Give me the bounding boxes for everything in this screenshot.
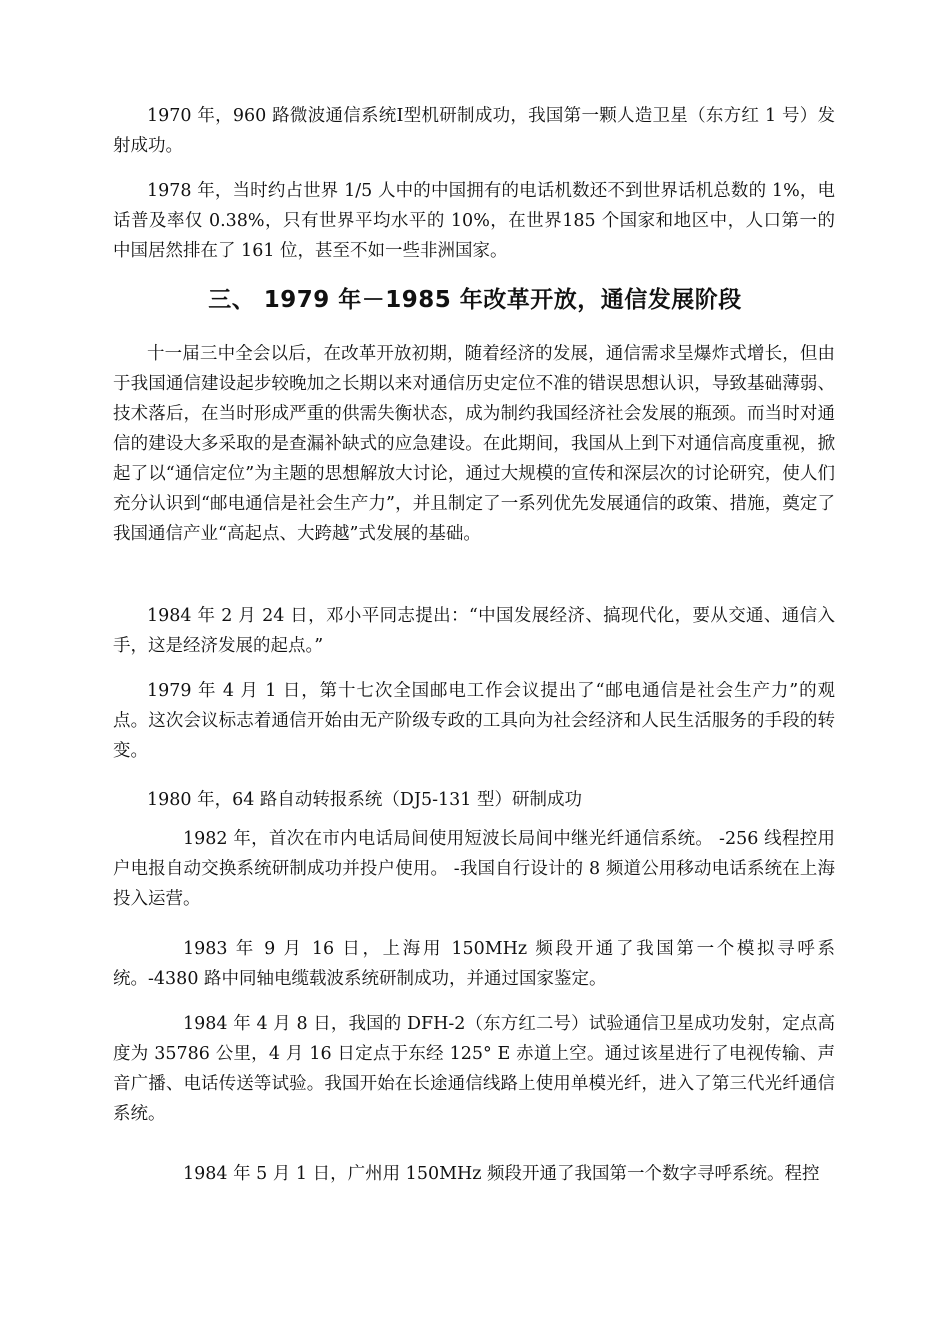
section-heading: 三、 1979 年－1985 年改革开放，通信发展阶段 xyxy=(208,287,742,313)
paragraph-1982-fiber: 1982 年，首次在市内电话局间使用短波长局间中继光纤通信系统。 -256 线程控用户电报自动交换系统研制成功并投户使用。 -我国自行设计的 8 频道公用移动电话系统在上海投入运营。 xyxy=(113,829,835,909)
paragraph-1984-digital-paging: 1984 年 5 月 1 日，广州用 150MHz 频段开通了我国第一个数字寻呼系统。程控 xyxy=(183,1164,820,1184)
paragraph-1978-telephone-stats: 1978 年，当时约占世界 1/5 人中的中国拥有的电话机数还不到世界话机总数的 1%，电话普及率仅 0.38%，只有世界平均水平的 10%，在世界185 个国家和地区中，人口第一的中国居然排在了 161 位，甚至不如一些非洲国家。 xyxy=(113,181,835,261)
paragraph-1984-satellite: 1984 年 4 月 8 日，我国的 DFH-2（东方红二号）试验通信卫星成功发射，定点高度为 35786 公里，4 月 16 日定点于东经 125° E 赤道上空。通过该星进行了电视传输、声音广播、电话传送等试验。我国开始在长途通信线路上使用单模光纤，进入了第三代光纤通信系统。 xyxy=(113,1014,835,1124)
paragraph-1979-conference: 1979 年 4 月 1 日，第十七次全国邮电工作会议提出了“邮电通信是社会生产力”的观点。这次会议标志着通信开始由无产阶级专政的工具向为社会经济和人民生活服务的手段的转变。 xyxy=(113,681,835,761)
paragraph-1980-telegraph: 1980 年，64 路自动转报系统（DJ5-131 型）研制成功 xyxy=(147,790,582,810)
paragraph-1970-microwave: 1970 年，960 路微波通信系统Ⅰ型机研制成功，我国第一颗人造卫星（东方红 1 号）发射成功。 xyxy=(113,106,835,156)
paragraph-1984-deng-quote: 1984 年 2 月 24 日，邓小平同志提出：“中国发展经济、搞现代化，要从交通、通信入手，这是经济发展的起点。” xyxy=(113,606,835,656)
paragraph-reform-opening: 十一届三中全会以后，在改革开放初期，随着经济的发展，通信需求呈爆炸式增长，但由于我国通信建设起步较晚加之长期以来对通信历史定位不准的错误思想认识，导致基础薄弱、技术落后，在当时形成严重的供需失衡状态，成为制约我国经济社会发展的瓶颈。而当时对通信的建设大多采取的是查漏补缺式的应急建设。在此期间，我国从上到下对通信高度重视，掀起了以“通信定位”为主题的思想解放大讨论，通过大规模的宣传和深层次的讨论研究，使人们充分认识到“邮电通信是社会生产力”，并且制定了一系列优先发展通信的政策、措施，奠定了我国通信产业“高起点、大跨越”式发展的基础。 xyxy=(113,344,835,544)
paragraph-1983-paging: 1983 年 9 月 16 日，上海用 150MHz 频段开通了我国第一个模拟寻呼系统。-4380 路中同轴电缆载波系统研制成功，并通过国家鉴定。 xyxy=(113,939,835,989)
